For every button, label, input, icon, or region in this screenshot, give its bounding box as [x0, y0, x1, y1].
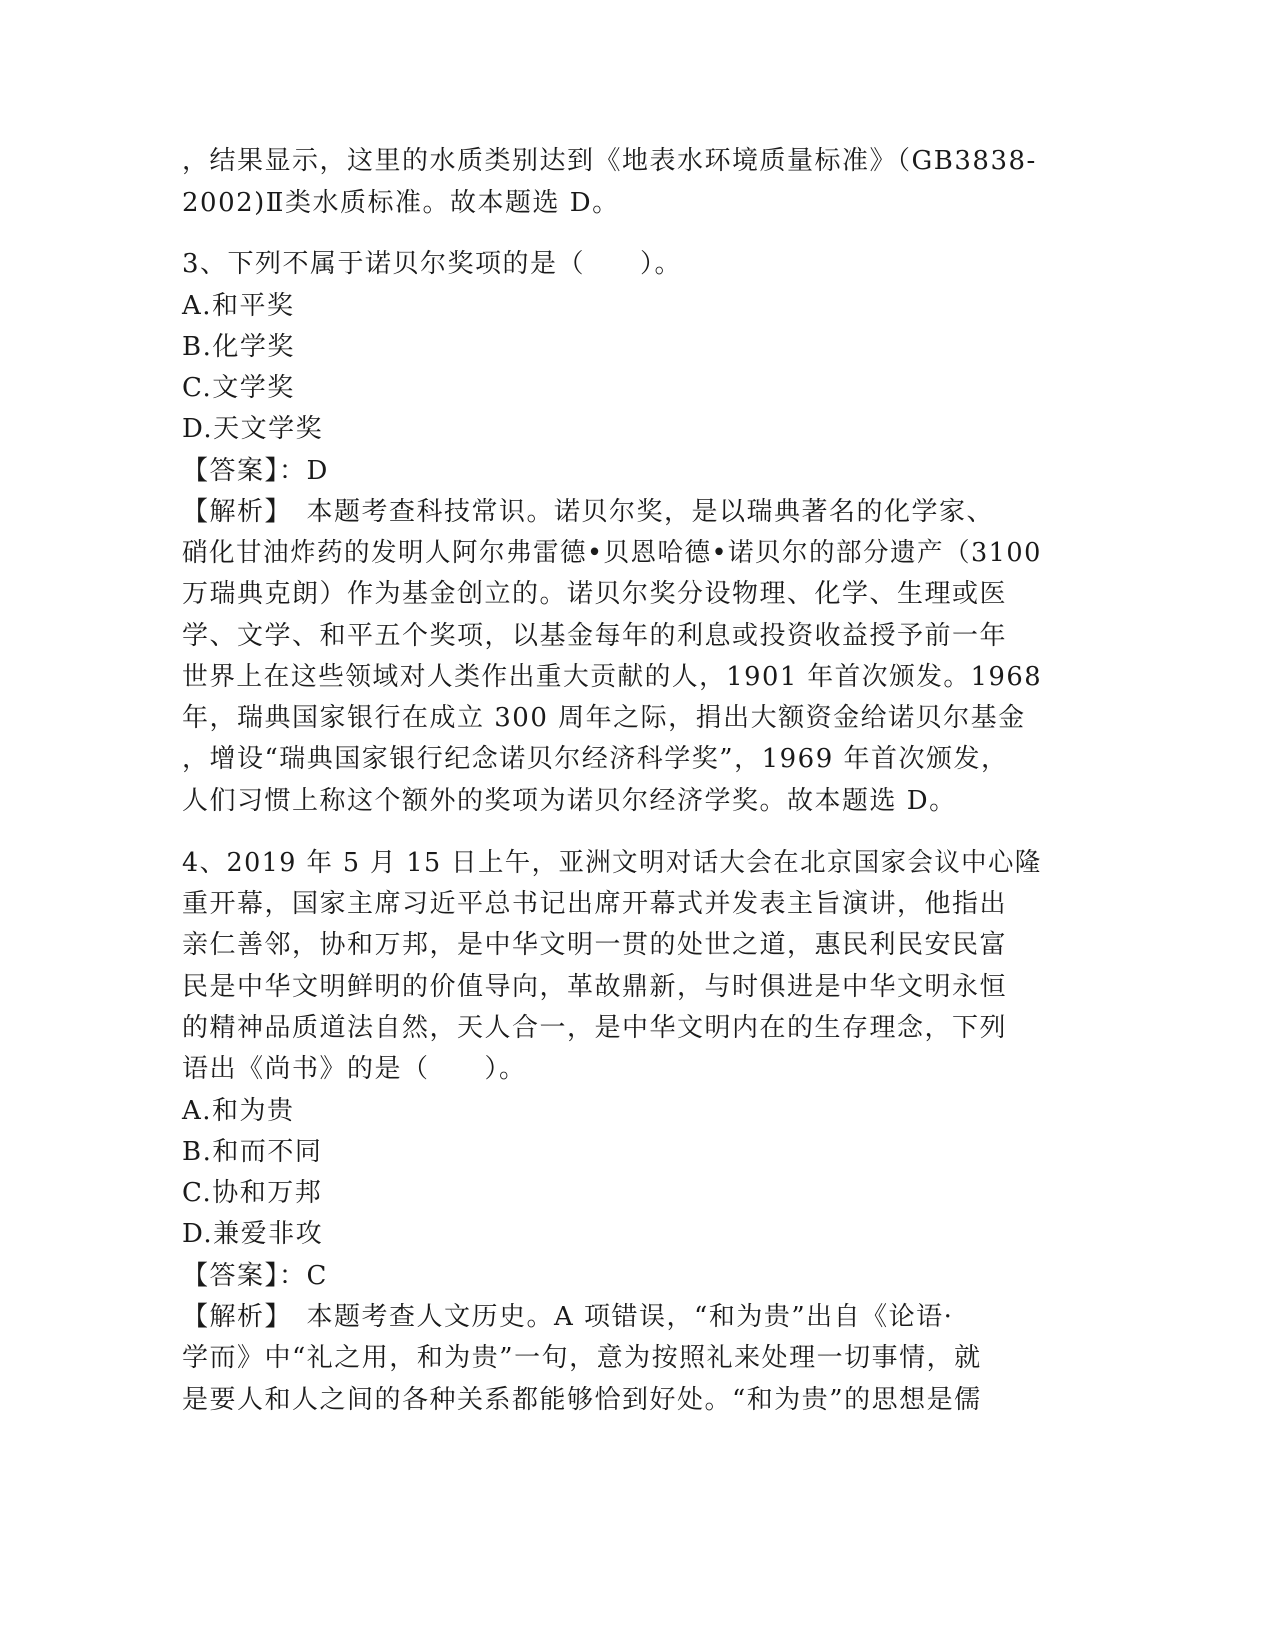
- analysis-line: 学、文学、和平五个奖项，以基金每年的利息或投资收益授予前一年: [182, 621, 1008, 651]
- question-stem: 3、下列不属于诺贝尔奖项的是（ ）。: [182, 249, 683, 279]
- text-line: ，结果显示，这里的水质类别达到《地表水环境质量标准》（GB3838-: [182, 146, 1037, 176]
- option-item: D.天文学奖: [182, 414, 324, 444]
- question-stem: 语出《尚书》的是（ ）。: [182, 1054, 527, 1084]
- option-item: A.和平奖: [182, 291, 295, 321]
- analysis-line: 人们习惯上称这个额外的奖项为诺贝尔经济学奖。故本题选 D。: [182, 786, 957, 816]
- analysis-line: 【解析】 本题考查人文历史。A 项错误，“和为贵”出自《论语·: [182, 1302, 954, 1332]
- analysis-line: 年，瑞典国家银行在成立 300 周年之际，捐出大额资金给诺贝尔基金: [182, 703, 1026, 733]
- answer-line: 【答案】：D: [182, 456, 329, 486]
- option-item: A.和为贵: [182, 1096, 295, 1126]
- analysis-line: 学而》中“礼之用，和为贵”一句，意为按照礼来处理一切事情，就: [182, 1343, 982, 1373]
- analysis-line: 【解析】 本题考查科技常识。诺贝尔奖，是以瑞典著名的化学家、: [182, 497, 995, 527]
- answer-line: 【答案】：C: [182, 1261, 328, 1291]
- analysis-line: 世界上在这些领域对人类作出重大贡献的人，1901 年首次颁发。1968: [182, 662, 1043, 692]
- question-stem: 4、2019 年 5 月 15 日上午，亚洲文明对话大会在北京国家会议中心隆: [182, 848, 1042, 878]
- analysis-line: 硝化甘油炸药的发明人阿尔弗雷德•贝恩哈德•诺贝尔的部分遗产（3100: [182, 538, 1042, 568]
- option-item: B.和而不同: [182, 1137, 323, 1167]
- text-line: 2002)Ⅱ类水质标准。故本题选 D。: [182, 188, 620, 218]
- question-stem: 民是中华文明鲜明的价值导向，革故鼎新，与时俱进是中华文明永恒: [182, 972, 1008, 1002]
- option-item: D.兼爱非攻: [182, 1219, 324, 1249]
- question-stem: 亲仁善邻，协和万邦，是中华文明一贯的处世之道，惠民利民安民富: [182, 930, 1008, 960]
- option-item: B.化学奖: [182, 332, 295, 362]
- analysis-line: 是要人和人之间的各种关系都能够恰到好处。“和为贵”的思想是儒: [182, 1385, 982, 1415]
- option-item: C.文学奖: [182, 373, 295, 403]
- option-item: C.协和万邦: [182, 1178, 323, 1208]
- analysis-line: 万瑞典克朗）作为基金创立的。诺贝尔奖分设物理、化学、生理或医: [182, 579, 1008, 609]
- question-stem: 的精神品质道法自然，天人合一，是中华文明内在的生存理念，下列: [182, 1013, 1008, 1043]
- question-stem: 重开幕，国家主席习近平总书记出席开幕式并发表主旨演讲，他指出: [182, 889, 1008, 919]
- analysis-line: ，增设“瑞典国家银行纪念诺贝尔经济科学奖”，1969 年首次颁发，: [182, 744, 1009, 774]
